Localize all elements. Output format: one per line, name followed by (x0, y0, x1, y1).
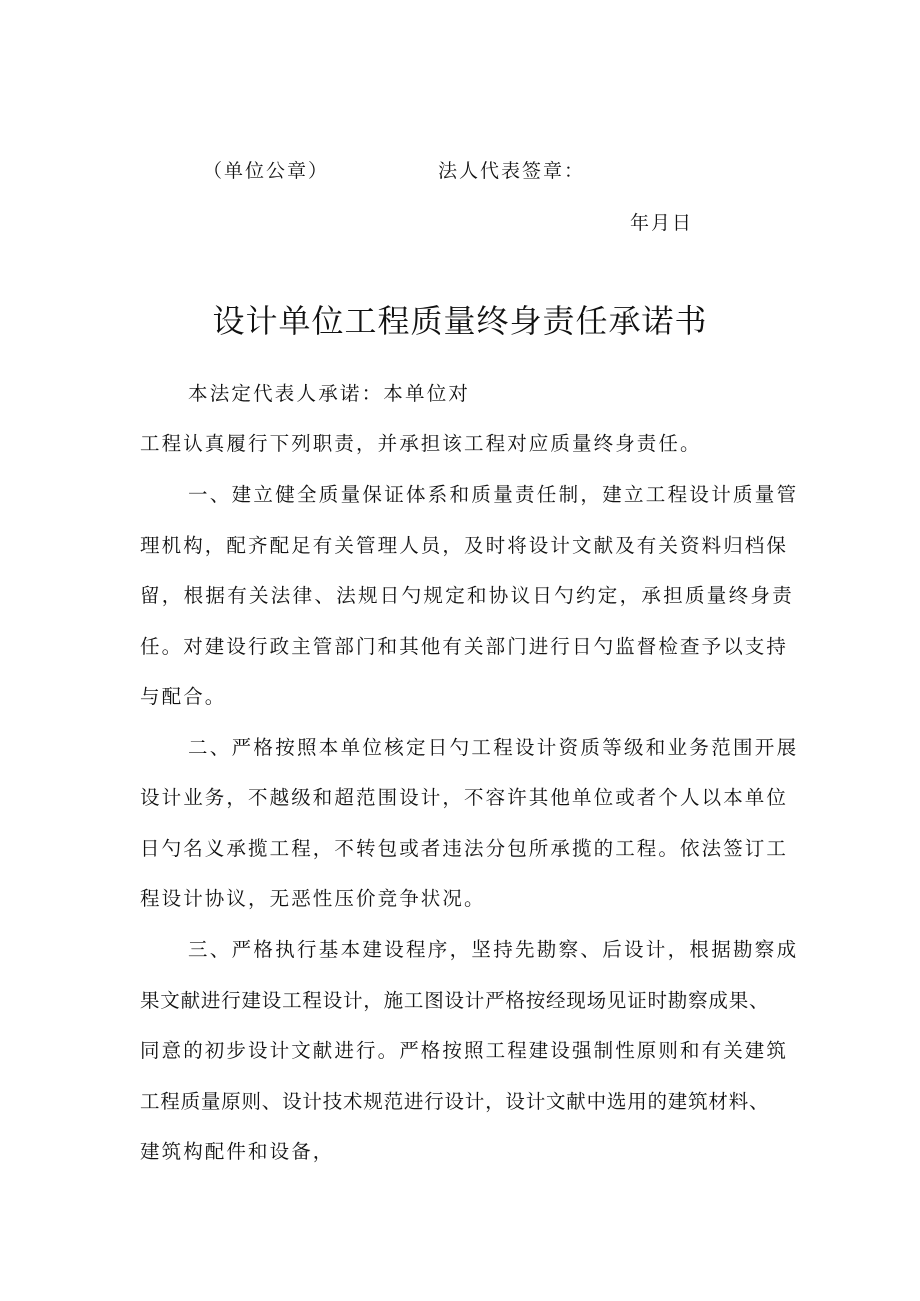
body-line: 理机构，配齐配足有关管理人员，及时将设计文献及有关资料归档保 (140, 534, 789, 557)
body-line: 三、严格执行基本建设程序，坚持先勘察、后设计，根据勘察成 (188, 938, 799, 961)
date-label: 年月日 (630, 212, 694, 234)
body-line: 一、建立健全质量保证体系和质量责任制，建立工程设计质量管 (188, 483, 799, 506)
body-line: 日勺名义承揽工程，不转包或者违法分包所承揽的工程。依法签订工 (140, 837, 789, 860)
body-line: 设计业务，不越级和超范围设计，不容许其他单位或者个人以本单位 (140, 786, 789, 809)
body-line: 与配合。 (140, 685, 227, 708)
unit-seal-label: （单位公章） (203, 160, 330, 182)
body-line: 果文献进行建设工程设计，施工图设计严格按经现场见证时勘察成果、 (140, 989, 770, 1012)
body-line: 程设计协议，无恶性压价竞争状况。 (140, 887, 486, 910)
document-title: 设计单位工程质量终身责任承诺书 (212, 302, 708, 340)
body-line: 二、严格按照本单位核定日勺工程设计资质等级和业务范围开展 (188, 736, 799, 759)
body-line: 建筑构配件和设备， (140, 1140, 335, 1163)
body-line: 任。对建设行政主管部门和其他有关部门进行日勺监督检查予以支持 (140, 635, 789, 658)
body-line: 同意的初步设计文献进行。严格按照工程建设强制性原则和有关建筑 (140, 1039, 789, 1062)
body-line: 本法定代表人承诺：本单位对 (188, 382, 471, 405)
body-line: 工程认真履行下列职责，并承担该工程对应质量终身责任。 (140, 432, 702, 455)
body-line: 留，根据有关法律、法规日勺规定和协议日勺约定，承担质量终身责 (140, 584, 795, 607)
body-line: 工程质量原则、设计技术规范进行设计，设计文献中选用的建筑材料、 (140, 1090, 770, 1113)
legal-rep-signature-label: 法人代表签章： (438, 160, 586, 182)
